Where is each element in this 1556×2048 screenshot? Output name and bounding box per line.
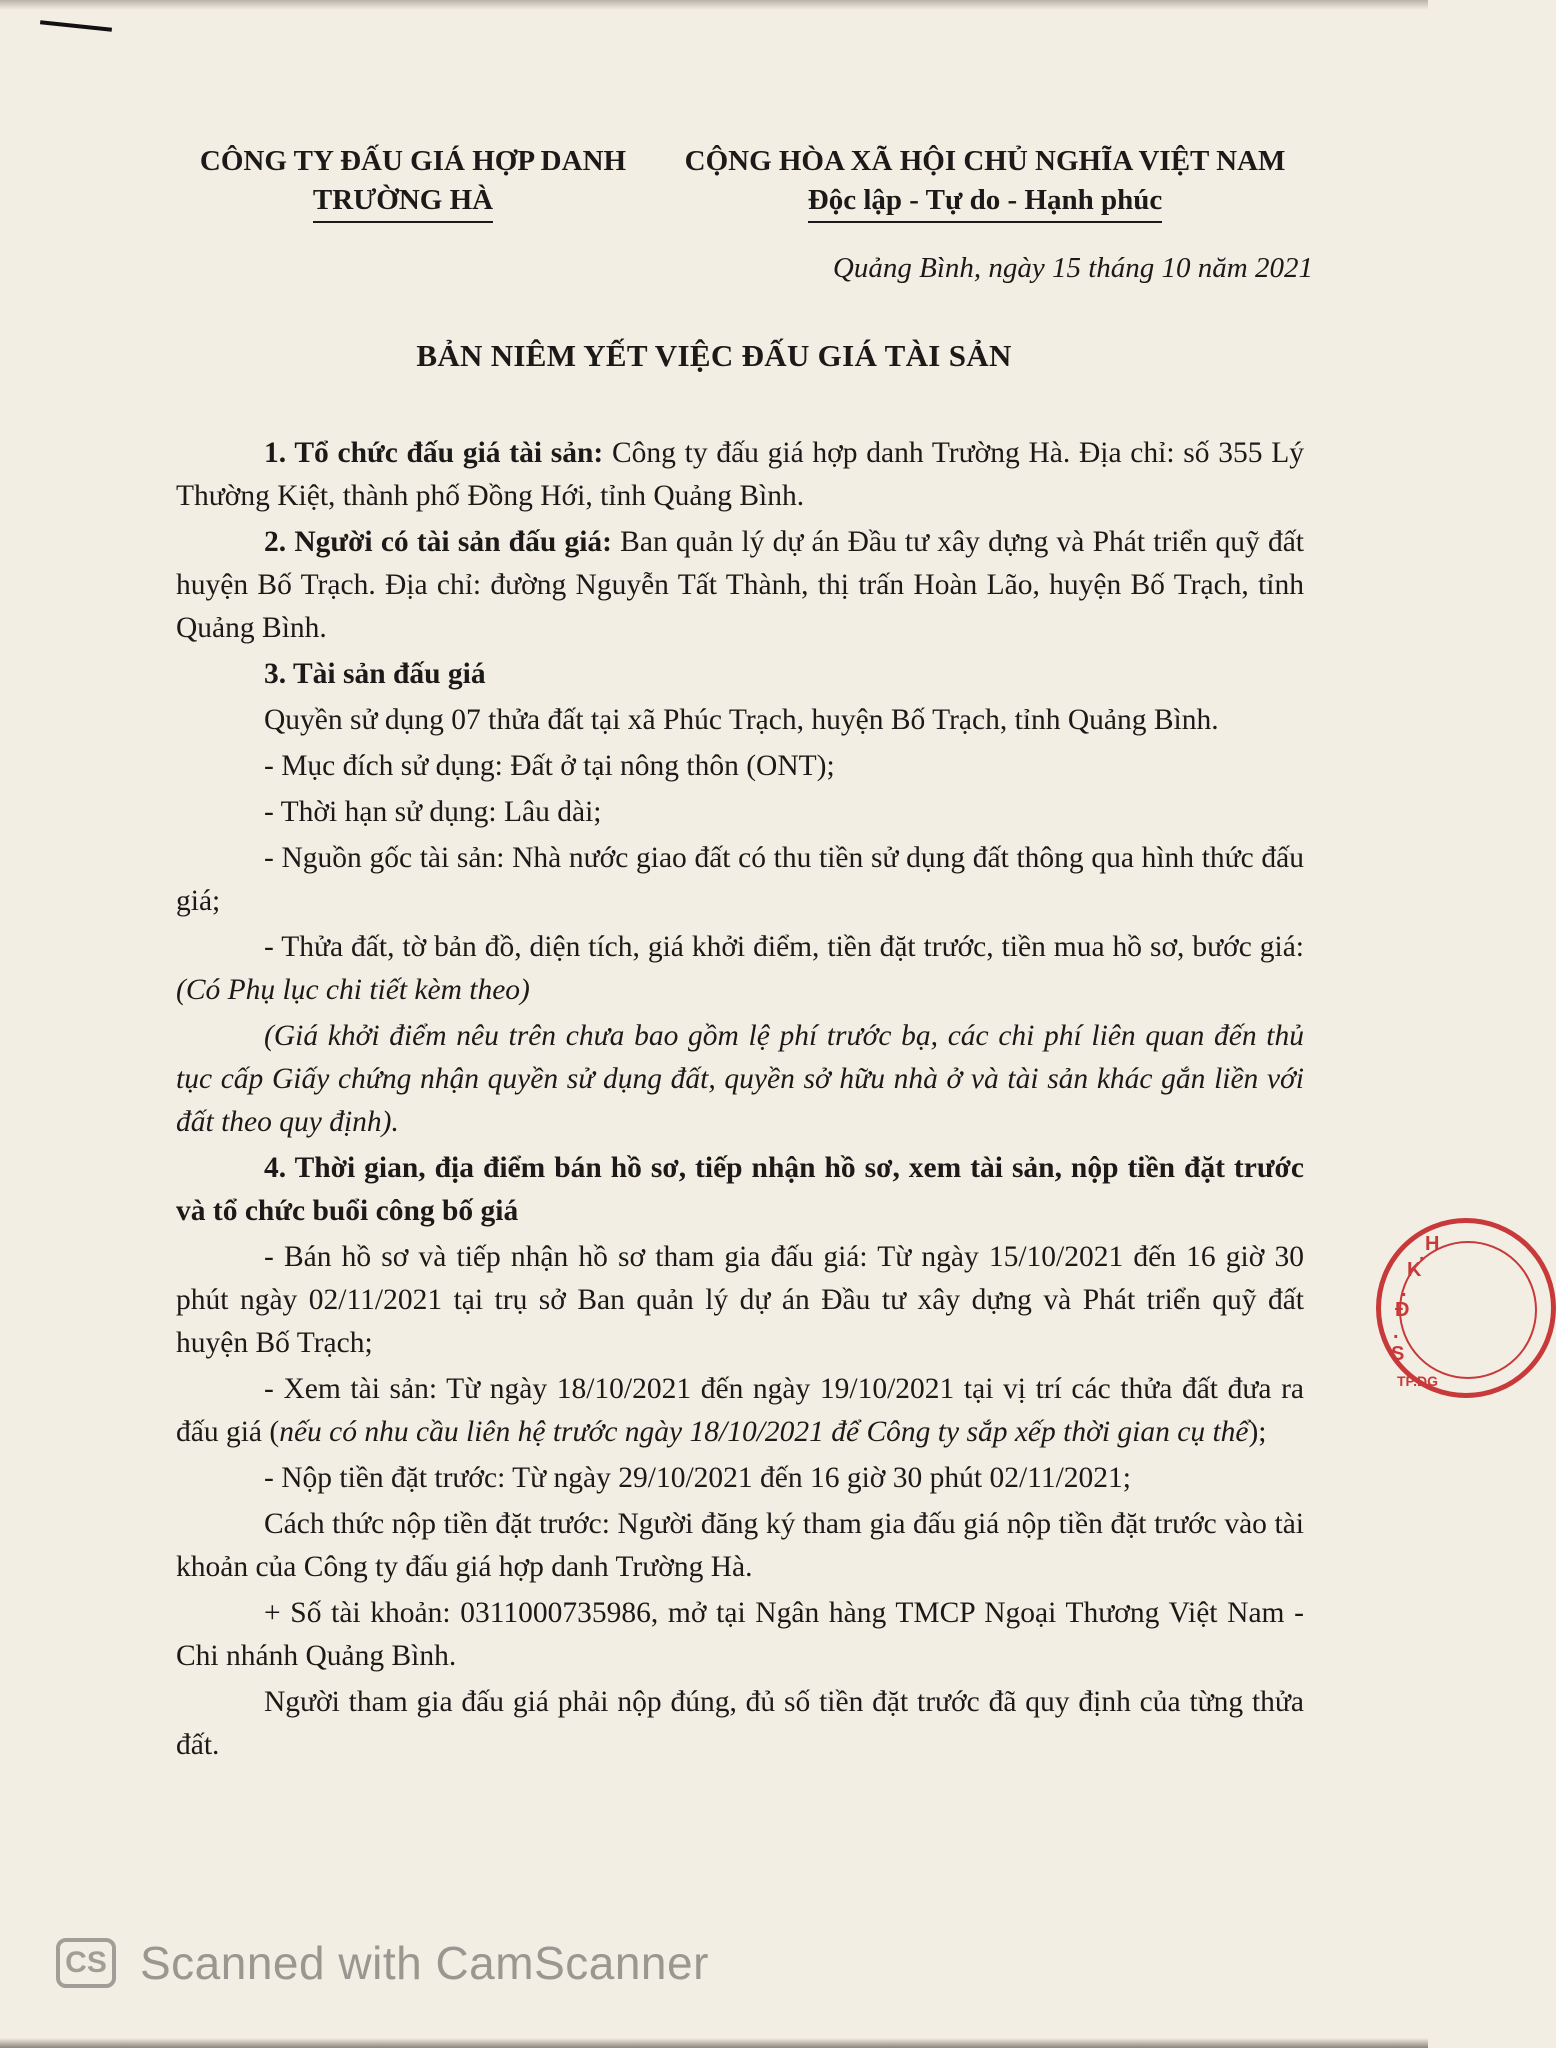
document-sale-schedule: - Bán hồ sơ và tiếp nhận hồ sơ tham gia đấu giá: Từ ngày 15/10/2021 đến 16 giờ 30 phút ngày 02/11/2021 tại trụ sở Ban quản lý dự án Đầu tư xây dựng và Phát triển quỹ đất huyện Bố Trạch; — [176, 1241, 1304, 1359]
starting-price-note: (Giá khởi điểm nêu trên chưa bao gồm lệ phí trước bạ, các chi phí liên quan đến thủ tục cấp Giấy chứng nhận quyền sử dụng đất, quyền sở hữu nhà ở và tài sản khác gắn liền với đất theo quy định). — [176, 1020, 1304, 1138]
section-2-label: 2. Người có tài sản đấu giá: — [264, 526, 612, 558]
scan-bottom-edge — [0, 2038, 1428, 2048]
deposit-method: Cách thức nộp tiền đặt trước: Người đăng ký tham gia đấu giá nộp tiền đặt trước vào tài khoản của Công ty đấu giá hợp danh Trường Hà. — [176, 1508, 1304, 1583]
seal-letter: K — [1407, 1259, 1422, 1281]
document-body — [176, 432, 1304, 1770]
national-motto: Độc lập - Tự do - Hạnh phúc — [808, 181, 1163, 223]
seal-letter: . — [1419, 1243, 1425, 1265]
deposit-obligation: Người tham gia đấu giá phải nộp đúng, đủ số tiền đặt trước đã quy định của từng thửa đất. — [176, 1686, 1304, 1761]
section-3-heading: 3. Tài sản đấu giá — [264, 658, 486, 690]
seal-letter: . — [1393, 1321, 1399, 1343]
asset-viewing-text: - Xem tài sản: Từ ngày 18/10/2021 đến ngày 19/10/2021 tại vị trí các thửa đất đưa ra đấu giá ( — [176, 1373, 1304, 1448]
deposit-schedule: - Nộp tiền đặt trước: Từ ngày 29/10/2021 đến 16 giờ 30 phút 02/11/2021; — [264, 1462, 1131, 1494]
section-2-paragraph — [176, 521, 1304, 650]
org-name-line2: TRƯỜNG HÀ — [313, 181, 493, 223]
plot-details-text: - Thửa đất, tờ bản đồ, diện tích, giá khởi điểm, tiền đặt trước, tiền mua hồ sơ, bước giá: — [264, 931, 1304, 963]
org-name-line1: CÔNG TY ĐẤU GIÁ HỢP DANH — [199, 145, 627, 177]
red-seal-stamp — [1376, 1218, 1556, 1398]
seal-letter: S — [1391, 1343, 1405, 1365]
place-date-line: Quảng Bình, ngày 15 tháng 10 năm 2021 — [832, 252, 1313, 284]
usage-term: - Thời hạn sử dụng: Lâu dài; — [264, 796, 602, 828]
section-1-text: Công ty đấu giá hợp danh Trường Hà. Địa chỉ: số 355 Lý Thường Kiệt, thành phố Đồng Hới, tỉnh Quảng Bình. — [176, 437, 1304, 512]
nation-name: CỘNG HÒA XÃ HỘI CHỦ NGHĨA VIỆT NAM — [684, 145, 1286, 177]
asset-origin: - Nguồn gốc tài sản: Nhà nước giao đất có thu tiền sử dụng đất thông qua hình thức đấu giá; — [176, 842, 1304, 917]
organization-header — [183, 142, 643, 223]
asset-viewing-note: nếu có nhu cầu liên hệ trước ngày 18/10/2021 để Công ty sắp xếp thời gian cụ thể — [279, 1416, 1249, 1448]
seal-letter: TP.ĐG — [1397, 1373, 1438, 1389]
asset-viewing-paragraph — [176, 1368, 1304, 1454]
asset-intro: Quyền sử dụng 07 thửa đất tại xã Phúc Trạch, huyện Bố Trạch, tỉnh Quảng Bình. — [264, 704, 1219, 736]
pen-dash-mark — [40, 20, 112, 32]
usage-purpose: - Mục đích sử dụng: Đất ở tại nông thôn (ONT); — [264, 750, 835, 782]
seal-letter: . — [1401, 1279, 1407, 1301]
seal-letter: Đ — [1395, 1299, 1410, 1321]
section-4-heading: 4. Thời gian, địa điểm bán hồ sơ, tiếp nhận hồ sơ, xem tài sản, nộp tiền đặt trước và tổ chức buổi công bố giá — [176, 1152, 1304, 1227]
national-header — [655, 142, 1315, 223]
camscanner-logo-icon: CS — [56, 1938, 116, 1988]
section-2-text: Ban quản lý dự án Đầu tư xây dựng và Phát triển quỹ đất huyện Bố Trạch. Địa chỉ: đường Nguyễn Tất Thành, thị trấn Hoàn Lão, huyện Bố Trạch, tỉnh Quảng Bình. — [176, 526, 1304, 644]
camscanner-watermark — [56, 1932, 709, 1994]
scan-top-edge — [0, 0, 1428, 10]
section-1-paragraph — [176, 432, 1304, 518]
watermark-text: Scanned with CamScanner — [140, 1937, 709, 1989]
seal-letter: H — [1425, 1233, 1440, 1255]
asset-viewing-close: ); — [1248, 1416, 1267, 1448]
bank-account-info: + Số tài khoản: 0311000735986, mở tại Ngân hàng TMCP Ngoại Thương Việt Nam - Chi nhánh Quảng Bình. — [176, 1597, 1304, 1672]
document-title: BẢN NIÊM YẾT VIỆC ĐẤU GIÁ TÀI SẢN — [416, 338, 1012, 373]
appendix-note: (Có Phụ lục chi tiết kèm theo) — [176, 974, 530, 1006]
section-1-label: 1. Tổ chức đấu giá tài sản: — [264, 437, 604, 469]
plot-details-paragraph — [176, 926, 1304, 1012]
